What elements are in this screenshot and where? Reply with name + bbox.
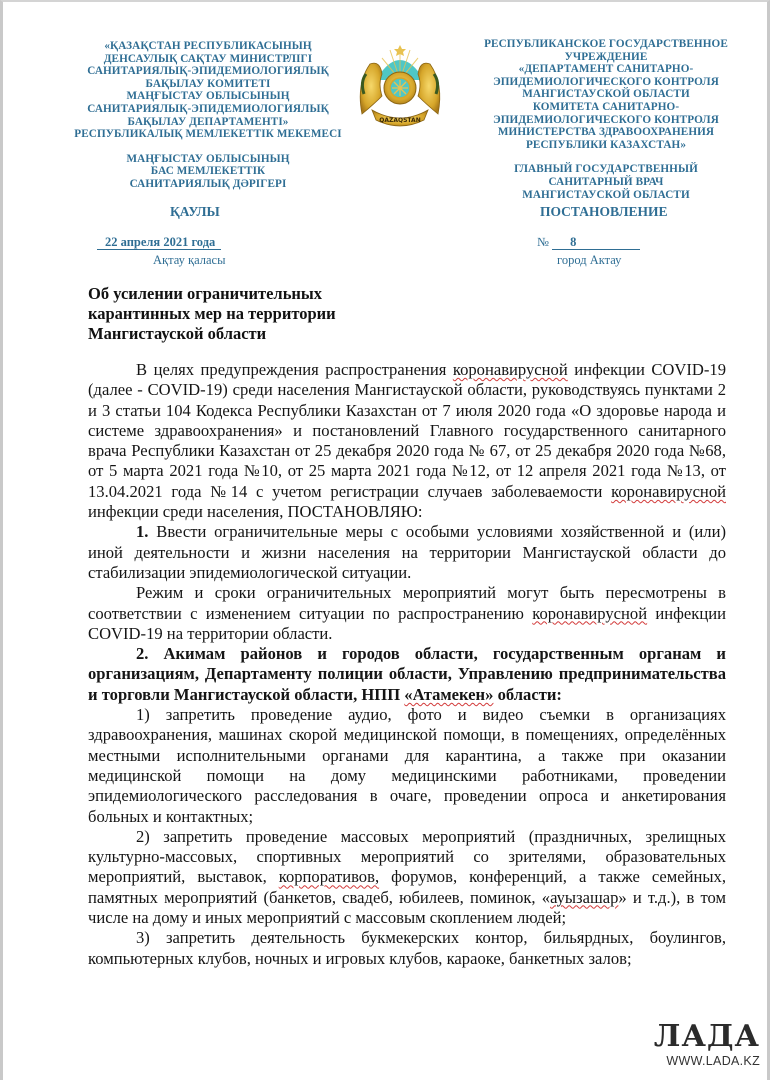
city-ru: город Актау (557, 253, 622, 267)
doc-type-ru: ПОСТАНОВЛЕНИЕ (540, 204, 668, 219)
item-1-paragraph: 1. Ввести ограничительные меры с особыми условиями хозяйственной и (или) иной деятельности и жизни населения на территории Мангистауской области до стабилизации эпидемиологической ситуации. (88, 522, 726, 582)
state-emblem-icon (352, 34, 448, 134)
header-right-line: УЧРЕЖДЕНИЕ (564, 50, 648, 63)
regime-paragraph: Режим и сроки ограничительных мероприятий могут быть пересмотрены в соответствии с изменением ситуации по распространению коронавирусной инфекции COVID-19 на территории области. (88, 583, 726, 643)
header-right-line: «ДЕПАРТАМЕНТ САНИТАРНО- (518, 63, 694, 76)
header-right-line: МАНГИСТАУСКОЙ ОБЛАСТИ (522, 88, 690, 101)
city-kz: Ақтау қаласы (153, 253, 226, 267)
header-left-line: БАҚЫЛАУ ДЕПАРТАМЕНТІ» (127, 115, 289, 128)
item-2-paragraph: 2. Акимам районов и городов области, государственным органам и организациям, Департаменту полиции области, Управлению предпринимательства и торговли Мангистауской области, НПП «Атамекен» области: (88, 644, 726, 704)
header-right-ru (478, 38, 734, 201)
subitem-3-paragraph: 3) запретить деятельность букмекерских контор, бильярдных, боулингов, компьютерных клубов, ночных и игровых клубов, караоке, банкетных залов; (88, 928, 726, 968)
header-right-line: ЭПИДЕМИОЛОГИЧЕСКОГО КОНТРОЛЯ (493, 75, 719, 88)
doc-number (537, 236, 640, 250)
item-number: 1. (136, 522, 149, 542)
spellcheck-word: ауызашар (550, 887, 619, 907)
header-left-line: МАҢҒЫСТАУ ОБЛЫСЫНЫҢ (126, 90, 290, 103)
preamble-paragraph: В целях предупреждения распространения коронавирусной инфекции COVID-19 (далее - COVID-19) среди населения Мангистауской области, руководствуясь пунктами 2 и 3 статьи 104 Кодекса Республики Казахстан от 7 июля 2020 года «О здоровье народа и системе здравоохранения» и постановлений Главного государственного санитарного врача Республики Казахстан от 25 декабря 2020 года № 67, от 25 декабря 2020 года №68, от 5 марта 2021 года №10, от 25 марта 2021 года №12, от 12 апреля 2021 года №13, от 13.04.2021 года №14 с учетом регистрации случаев заболеваемости коронавирусной инфекции среди населения, ПОСТАНОВЛЯЮ: (88, 360, 726, 522)
header-right-official-line: МАНГИСТАУСКОЙ ОБЛАСТИ (522, 188, 690, 201)
spellcheck-word: коронавирусной (452, 360, 568, 379)
header-left-line: «ҚАЗАҚСТАН РЕСПУБЛИКАСЫНЫҢ (104, 40, 312, 52)
document-body (88, 360, 726, 969)
lada-watermark (653, 1019, 760, 1068)
header-right-line: РЕСПУБЛИКИ КАЗАХСТАН» (525, 138, 687, 151)
emblem-text: QAZAQSTAN (379, 117, 421, 124)
header-left-official-line: БАС МЕМЛЕКЕТТІК (150, 165, 266, 178)
title-line: карантинных мер на территории (88, 304, 336, 323)
lada-url: WWW.LADA.KZ (666, 1054, 760, 1068)
doc-type-kz: ҚАУЛЫ (170, 204, 220, 219)
spellcheck-word: «Атамекен» (404, 684, 494, 704)
spellcheck-word: коронавирусной (611, 481, 726, 501)
header-left-official-line: САНИТАРИЯЛЫҚ ДӘРІГЕРІ (129, 177, 287, 190)
header-right-official-line: ГЛАВНЫЙ ГОСУДАРСТВЕННЫЙ (514, 163, 698, 176)
document-title (88, 284, 388, 344)
spellcheck-word: корпоративов, (278, 867, 380, 887)
header-right-line: ЭПИДЕМИОЛОГИЧЕСКОГО КОНТРОЛЯ (493, 113, 719, 126)
doc-date: 22 апреля 2021 года (97, 236, 221, 250)
subitem-1-paragraph: 1) запретить проведение аудио, фото и видео съемки в организациях здравоохранения, машинах скорой медицинской помощи, в помещениях, определённых местными исполнительными органами для карантина, а также при оказании медицинской помощи на дому медицинскими работниками, проведении эпидемиологического расследования в очаге, проведении опроса и анкетирования больных и контактных; (88, 705, 726, 826)
header-right-line: РЕСПУБЛИКАНСКОЕ ГОСУДАРСТВЕННОЕ (484, 38, 728, 50)
header-left-line: ДЕНСАУЛЫҚ САҚТАУ МИНИСТРЛІГІ (103, 52, 313, 65)
title-line: Об усилении ограничительных (88, 284, 323, 303)
spellcheck-word: коронавирусной (532, 603, 648, 623)
doc-number-value: 8 (552, 236, 640, 250)
header-left-line: САНИТАРИЯЛЫҚ-ЭПИДЕМИОЛОГИЯЛЫҚ (87, 102, 329, 115)
header-right-official-line: САНИТАРНЫЙ ВРАЧ (548, 175, 664, 188)
subitem-2-paragraph: 2) запретить проведение массовых мероприятий (праздничных, зрелищных культурно-массовых, спортивных мероприятий со зрителями, образовательных мероприятий, выставок, корпоративов, форумов, конференций, а также семейных, памятных мероприятий (банкетов, свадеб, юбилеев, поминок, «ауызашар» и т.д.), в том числе на дому и иных мероприятий с массовым скоплением людей; (88, 826, 727, 928)
lada-logo: ЛАДА (653, 1019, 760, 1054)
header-left-official-line: МАҢҒЫСТАУ ОБЛЫСЫНЫҢ (126, 152, 290, 165)
title-line: Мангистауской области (88, 324, 267, 343)
header-right-line: МИНИСТЕРСТВА ЗДРАВООХРАНЕНИЯ (497, 126, 715, 139)
header-right-line: КОМИТЕТА САНИТАРНО- (532, 100, 680, 113)
doc-number-prefix: № (537, 235, 549, 249)
header-left-line: БАҚЫЛАУ КОМИТЕТІ (145, 77, 271, 90)
header-left-line: РЕСПУБЛИКАЛЫҚ МЕМЛЕКЕТТІК МЕКЕМЕСІ (74, 128, 342, 141)
header-left-line: САНИТАРИЯЛЫҚ-ЭПИДЕМИОЛОГИЯЛЫҚ (87, 65, 329, 78)
header-left-kz (68, 40, 348, 191)
